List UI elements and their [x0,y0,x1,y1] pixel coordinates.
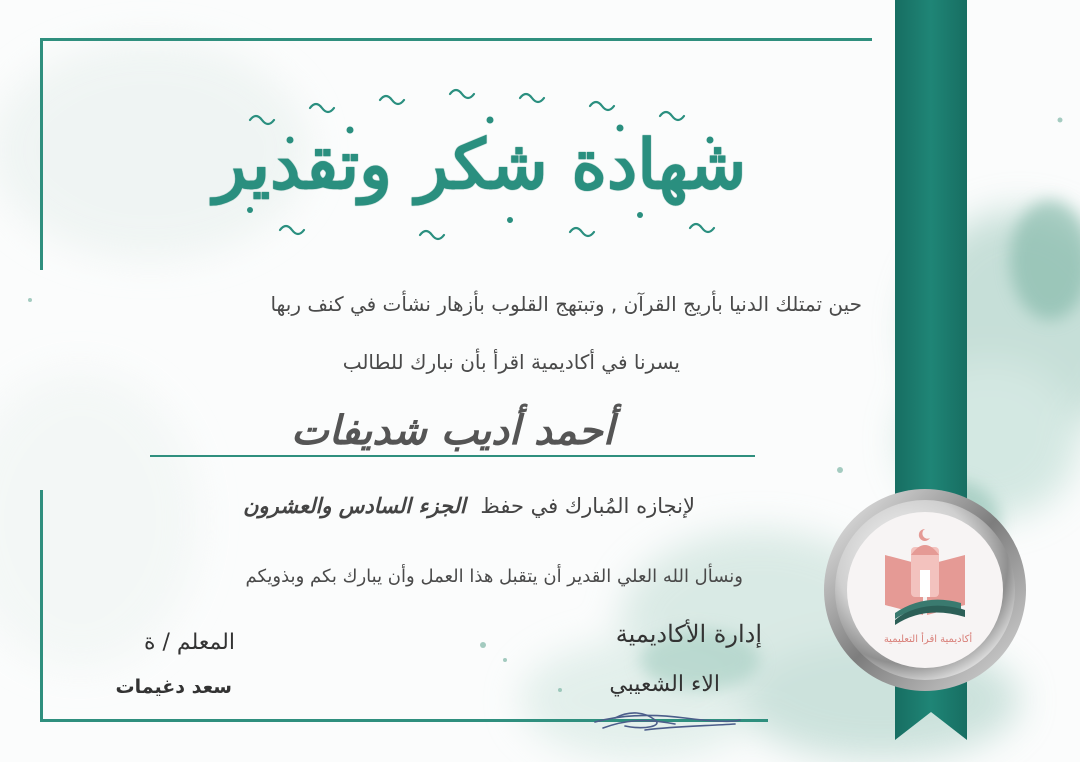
prayer-line: ونسأل الله العلي القدير أن يتقبل هذا العمل وأن يبارك بكم وبذويكم [245,566,743,587]
crescent-book-icon [865,525,985,635]
handwritten-signature [585,700,745,740]
student-name: أحمد أديب شديفات [291,408,614,454]
badge-label: أكاديمية اقرأ التعليمية [883,634,973,645]
announce-line: يسرنا في أكاديمية اقرأ بأن نبارك للطالب [342,350,680,374]
intro-line: حين تمتلك الدنيا بأريج القرآن , وتبتهج القلوب بأزهار نشأت في كنف ربها [270,292,862,316]
teacher-name: سعد دغيمات [115,676,232,698]
teacher-title: المعلم / ة [144,630,235,655]
frame-left-line-upper [40,38,43,270]
frame-top-line [42,38,872,41]
achievement-prefix: لإنجازه المُبارك في حفظ [480,494,695,518]
certificate-title: شهادة شكر وتقدير [213,125,747,205]
achievement-line [243,494,695,518]
admin-title: إدارة الأكاديمية [615,620,762,648]
admin-name: الاء الشعيبي [609,672,720,697]
frame-left-line-lower [40,490,43,722]
achievement-part: الجزء السادس والعشرون [243,494,466,518]
name-underline [150,455,755,457]
